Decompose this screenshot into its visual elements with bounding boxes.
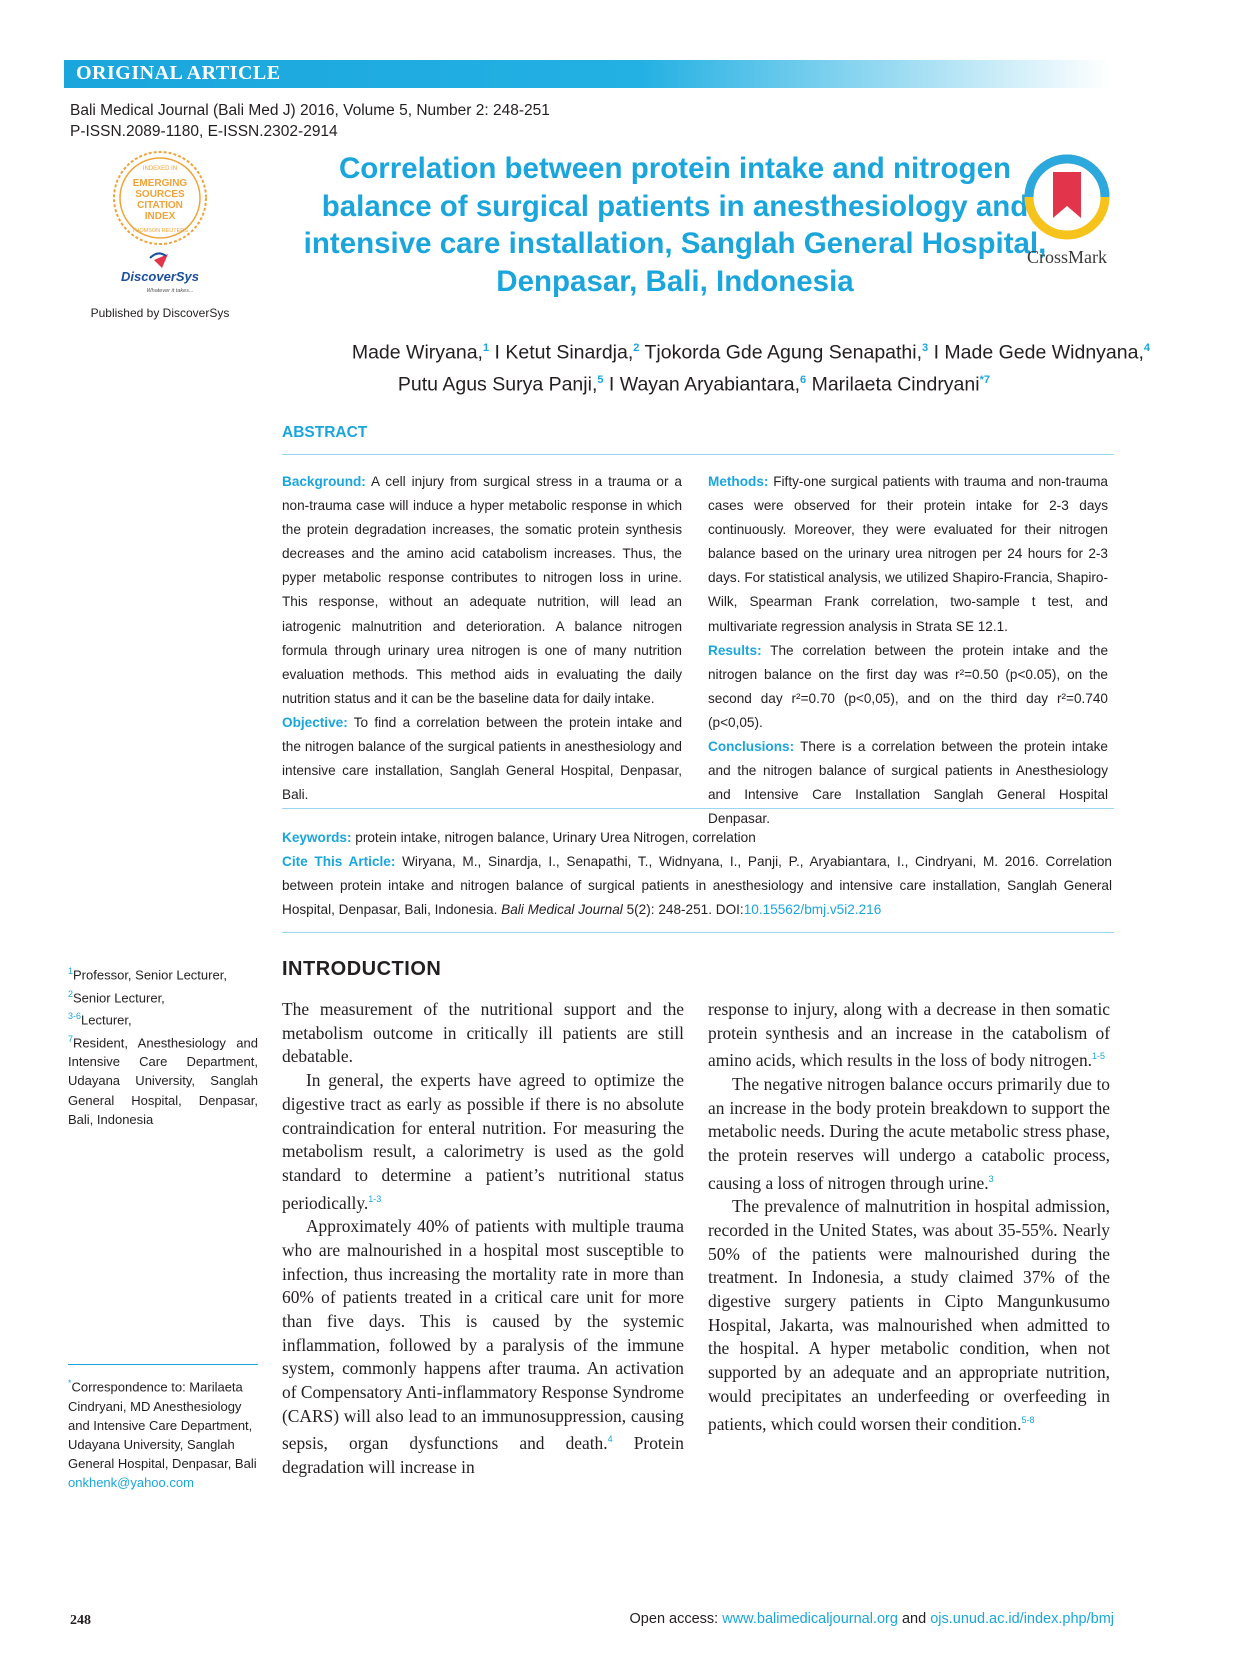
keywords-text: protein intake, nitrogen balance, Urinary Urea Nitrogen, correlation [355,830,756,845]
reference-sup[interactable]: 3 [988,1173,994,1184]
author-affil-sup: 2 [633,342,640,354]
paragraph-text: In general, the experts have agreed to optimize the digestive tract as early as possible if there is no absolute contraindication for enteral nutrition. For measuring the metabolism result, a calorimetry is used as the gold standard to determine a patient’s nutritional status periodically. [282,1070,684,1213]
abstract-heading: ABSTRACT [282,424,368,441]
affiliation-text: Professor, Senior Lecturer, [73,967,227,983]
discoversys-tagline: Whatever it takes... [146,288,194,294]
methods-text: Fifty-one surgical patients with trauma and non-trauma cases were observed for their protein intake for 2-3 days continuously. Moreover, they were evaluated for their nitrogen balance based on the urinary urea nitrogen per 24 hours for 2-3 days. For statistical analysis, we utilized Shapiro-Francia, Shapiro-Wilk, Spearman Frank correlation, two-sample t test, and multivariate regression analysis in Strata SE 12.1. [708,474,1108,634]
crossmark-badge[interactable] [1018,152,1116,268]
author-list [270,335,1150,398]
footer-and: and [901,1611,927,1627]
author-line-1 [270,335,1150,367]
issn-line: P-ISSN.2089-1180, E-ISSN.2302-2914 [70,123,338,140]
intro-paragraph [708,1195,1110,1436]
affiliation-item [68,1030,258,1129]
abstract-right-column [708,470,1108,831]
correspondence-divider [68,1364,258,1365]
footer-link-ojs[interactable]: ojs.unud.ac.id/index.php/bmj [930,1611,1114,1627]
article-title: Correlation between protein intake and nitrogen balance of surgical patients in anesthesiology and intensive care installation, Sanglah General Hospital, Denpasar, Bali, Indonesia [303,152,1047,298]
cite-label: Cite This Article: [282,854,396,870]
affiliation-item [68,1007,258,1030]
objective-text: To find a correlation between the protein intake and the nitrogen balance of the surgical patients in anesthesiology and intensive care installation, Sanglah General Hospital, Denpasar, Bali. [282,714,683,803]
abstract-divider [282,454,1114,455]
author-name: Tjokorda Gde Agung Senapathi, [644,341,923,364]
reference-sup[interactable]: 1-3 [368,1193,382,1204]
paragraph-text: Approximately 40% of patients with multiple trauma who are malnourished in a hospital most susceptible to infection, thus increasing the mortality rate in more than 60% of patients treated in a critical care unit for more than five days. This is caused by the systemic inflammation, followed by a paralysis of the immune system, commonly happens after trauma. An activation of Compensatory Anti-inflammatory Response Syndrome (CARS) will also lead to an immunosuppression, causing sepsis, organ dysfunctions and death. [282,1216,684,1454]
reference-sup[interactable]: 5-8 [1021,1414,1035,1425]
paragraph-text: The measurement of the nutritional support and the metabolism outcome in critically ill patients are still debatable. [282,999,684,1067]
affiliation-sup: 7 [68,1033,74,1044]
paragraph-text: Protein degradation will increase in [282,1433,684,1477]
esci-line-4: INDEX [144,211,176,222]
intro-right-column [708,998,1110,1436]
intro-paragraph [282,1215,684,1480]
background-label: Background: [282,474,366,489]
affiliation-text: Resident, Anesthesiology and Intensive Care Department, Udayana University, Sanglah General Hospital, Denpasar, Bali, Indonesia [68,1034,258,1127]
intro-paragraph [282,1069,684,1215]
page-number: 248 [70,1613,91,1628]
discoversys-logo-icon [121,253,199,294]
affiliation-item [68,985,258,1008]
author-affil-sup: 6 [800,373,807,386]
section-label: ORIGINAL ARTICLE [76,62,281,84]
journal-info [70,100,550,142]
author-affil-sup: 4 [1143,342,1150,354]
paragraph-text: The prevalence of malnutrition in hospital admission, recorded in the United States, was about 35-55%. Nearly 50% of the patients were malnourished during the treatment. In Indonesia, a study claimed 37% of the digestive surgery patients in Cipto Mangunkusumo Hospital, Jakarta, was malnourished when admitted to the hospital. A hyper metabolic condition, when not supported by an adequate and an appropriate nutrition, would precipitates an underfeeding or overfeeding in patients, which could worsen their condition. [708,1196,1110,1434]
intro-paragraph [708,998,1110,1073]
footer-link-bmj[interactable]: www.balimedicaljournal.org [722,1611,898,1627]
intro-paragraph [282,998,684,1069]
keywords-label: Keywords: [282,830,352,845]
logo-column [70,150,250,305]
reference-sup[interactable]: 1-5 [1092,1051,1106,1062]
esci-line-2: SOURCES [135,189,185,200]
discoversys-name: DiscoverSys [120,269,200,284]
section-banner [64,60,1110,88]
objective-label: Objective: [282,714,348,730]
crossmark-label: CrossMark [1027,247,1107,267]
cite-text: Wiryana, M., Sinardja, I., Senapathi, T., Widnyana, I., Panji, P., Aryabiantara, I., Cindryani, M. 2016. Correlation between protein intake and nitrogen balance of surgical patients in anesthesiology and intensive care installation, Sanglah General Hospital, Denpasar, Bali, Indonesia. [282,854,1112,918]
author-name: Putu Agus Surya Panji, [397,373,598,395]
journal-citation-line: Bali Medical Journal (Bali Med J) 2016, Volume 5, Number 2: 248-251 [70,102,550,119]
affiliation-text: Lecturer, [81,1012,132,1028]
correspondence-text: Correspondence to: Marilaeta Cindryani, MD Anesthesiology and Intensive Care Department, Udayana University, Sanglah General Hospital, Denpasar, Bali [68,1379,257,1472]
correspondence-mark: * [68,1378,72,1388]
paragraph-text: The negative nitrogen balance occurs primarily due to an increase in the body protein breakdown to support the metabolic needs. During the acute metabolic stress phase, the protein reserves will undergo a catabolic process, causing a loss of nitrogen through urine. [708,1073,1110,1193]
affiliation-sup: 3-6 [68,1011,82,1022]
intro-paragraph [708,1073,1110,1195]
paragraph-text: response to injury, along with a decrease in then somatic protein synthesis and an increase in the catabolism of amino acids, which results in the loss of body nitrogen. [708,999,1110,1071]
author-name: Made Wiryana, [351,341,483,364]
esci-bottom-text: THOMSON REUTERS [132,228,188,234]
author-affil-sup: 3 [922,342,929,354]
author-name: Marilaeta Cindryani [811,373,980,395]
keywords-block [282,826,1112,922]
conclusions-label: Conclusions: [708,739,795,755]
author-affil-sup: *7 [979,373,990,386]
open-access-label: Open access: [629,1611,719,1627]
esci-line-1: EMERGING [132,178,188,189]
affiliation-item [68,962,258,985]
conclusions-text: There is a correlation between the protein intake and the nitrogen balance of surgical patients in Anesthesiology and Intensive Care Installation Sanglah General Hospital Denpasar. [708,739,1108,827]
published-by: Published by DiscoverSys [90,306,230,320]
esci-top-text: INDEXED IN [142,166,178,172]
methods-label: Methods: [708,474,769,489]
intro-left-column [282,998,684,1480]
cite-journal: Bali Medical Journal [501,902,623,918]
results-text: The correlation between the protein intake and the nitrogen balance on the first day was r²=0.50 (p<0.05), on the second day r²=0.70 (p<0,05), and on the third day r²=0.740 (p<0,05). [708,642,1109,730]
author-affil-sup: 5 [597,373,604,386]
results-label: Results: [708,642,762,658]
affiliations [68,962,258,1129]
reference-sup[interactable]: 4 [607,1434,613,1445]
affiliation-text: Senior Lecturer, [73,989,165,1005]
affiliation-sup: 2 [68,988,74,999]
introduction-heading: INTRODUCTION [282,958,442,980]
keywords-divider-bottom [282,932,1114,933]
background-text: A cell injury from surgical stress in a trauma or a non-trauma case will induce a hyper metabolic response in which the protein degradation increases, the somatic protein synthesis decreases and the amino acid catabolism increases. Thus, the pyper metabolic response contributes to nitrogen loss in urine. This response, without an adequate nutrition, will lead an iatrogenic malnutrition and deterioration. A balance nitrogen formula through urinary urea nitrogen is one of many nutrition evaluation methods. This method aids in evaluating the daily nutrition status and it can be the baseline data for daily intake. [282,474,682,706]
footer-open-access [540,1611,1114,1627]
esci-badge-icon [70,150,250,300]
author-name: I Made Gede Widnyana, [933,341,1144,364]
author-name: I Wayan Aryabiantara, [608,373,801,395]
affiliation-sup: 1 [68,966,74,976]
correspondence [68,1374,258,1493]
keywords-divider-top [282,808,1114,809]
author-name: I Ketut Sinardja, [494,341,634,364]
crossmark-icon [1022,152,1112,242]
correspondence-email[interactable]: onkhenk@yahoo.com [68,1475,194,1491]
author-affil-sup: 1 [482,342,490,354]
esci-line-3: CITATION [137,200,183,211]
cite-volume: 5(2): 248-251. DOI: [626,902,744,918]
abstract-left-column [282,470,682,807]
doi-link[interactable]: 10.15562/bmj.v5i2.216 [743,902,882,918]
author-line-2 [270,367,1150,399]
